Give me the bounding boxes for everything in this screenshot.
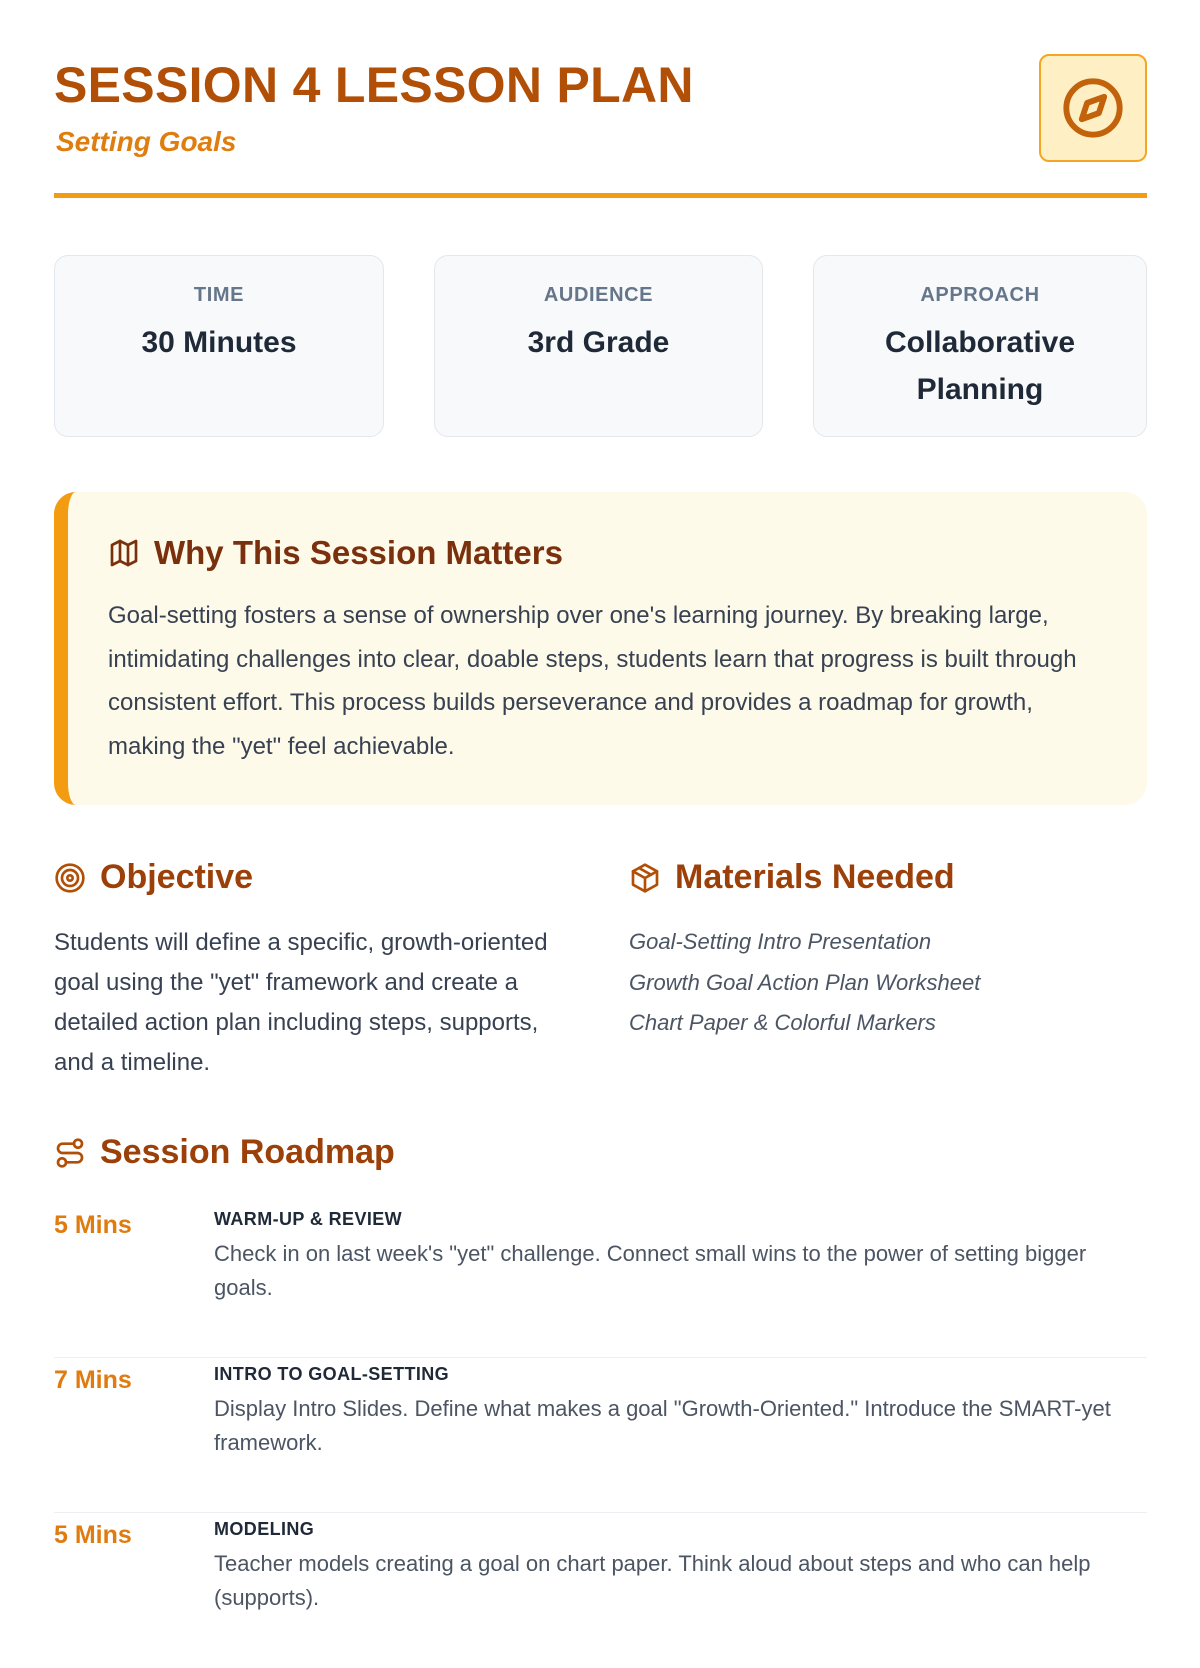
materials-item: Goal-Setting Intro Presentation	[629, 929, 932, 954]
why-heading	[108, 534, 563, 572]
roadmap-step	[54, 1358, 1147, 1513]
step-title: WARM-UP & REVIEW	[214, 1209, 403, 1229]
meta-label: APPROACH	[920, 284, 1040, 306]
meta-value: Collaborative Planning	[884, 326, 1076, 406]
meta-label: AUDIENCE	[543, 284, 654, 306]
step-time: 7 Mins	[54, 1366, 132, 1394]
step-time: 5 Mins	[54, 1211, 132, 1239]
roadmap-heading	[54, 1133, 395, 1172]
step-description: Display Intro Slides. Define what makes a goal "Growth-Oriented." Introduce the SMART-yet framework.	[214, 1396, 1111, 1455]
roadmap-title: Session Roadmap	[100, 1133, 395, 1171]
materials-heading	[629, 858, 955, 897]
meta-card-audience	[434, 255, 763, 437]
materials-item: Chart Paper & Colorful Markers	[629, 1010, 936, 1035]
step-description: Check in on last week's "yet" challenge. Connect small wins to the power of setting bigger goals.	[214, 1241, 1087, 1300]
step-title: MODELING	[214, 1519, 315, 1539]
why-title: Why This Session Matters	[154, 534, 563, 571]
why-callout	[54, 492, 1147, 805]
why-text: Goal-setting fosters a sense of ownership over one's learning journey. By breaking large, intimidating challenges into clear, doable steps, students learn that progress is built through consistent effort. This process builds perseverance and provides a roadmap for growth, making the "yet" feel achievable.	[108, 602, 1077, 760]
materials-list	[629, 922, 980, 1044]
roadmap-step	[54, 1513, 1147, 1668]
route-icon	[54, 1137, 86, 1169]
roadmap-step	[54, 1203, 1147, 1358]
meta-card-time	[54, 255, 384, 437]
header-badge	[1039, 54, 1147, 162]
objective-text: Students will define a specific, growth-oriented goal using the "yet" framework and create a detailed action plan including steps, supports, and a timeline.	[54, 929, 548, 1076]
meta-card-approach	[813, 255, 1147, 437]
meta-label: TIME	[193, 284, 245, 306]
materials-title: Materials Needed	[675, 858, 955, 896]
lesson-plan-page	[54, 0, 1147, 1610]
target-icon	[54, 862, 86, 894]
meta-value: 3rd Grade	[527, 326, 670, 359]
meta-value: 30 Minutes	[141, 326, 297, 359]
objective-title: Objective	[100, 858, 254, 896]
page-header	[54, 52, 1147, 202]
meta-cards	[54, 255, 1147, 437]
package-icon	[629, 862, 661, 894]
map-icon	[108, 537, 140, 569]
materials-item: Growth Goal Action Plan Worksheet	[629, 969, 981, 995]
step-description: Teacher models creating a goal on chart paper. Think aloud about steps and who can help (supports).	[214, 1551, 1091, 1610]
step-time: 5 Mins	[54, 1521, 132, 1549]
page-subtitle: Setting Goals	[56, 126, 237, 157]
header-divider	[54, 193, 1147, 198]
objective-heading	[54, 858, 253, 897]
compass-icon	[1061, 76, 1125, 140]
step-title: INTRO TO GOAL-SETTING	[214, 1364, 450, 1384]
page-title: SESSION 4 LESSON PLAN	[54, 57, 694, 113]
